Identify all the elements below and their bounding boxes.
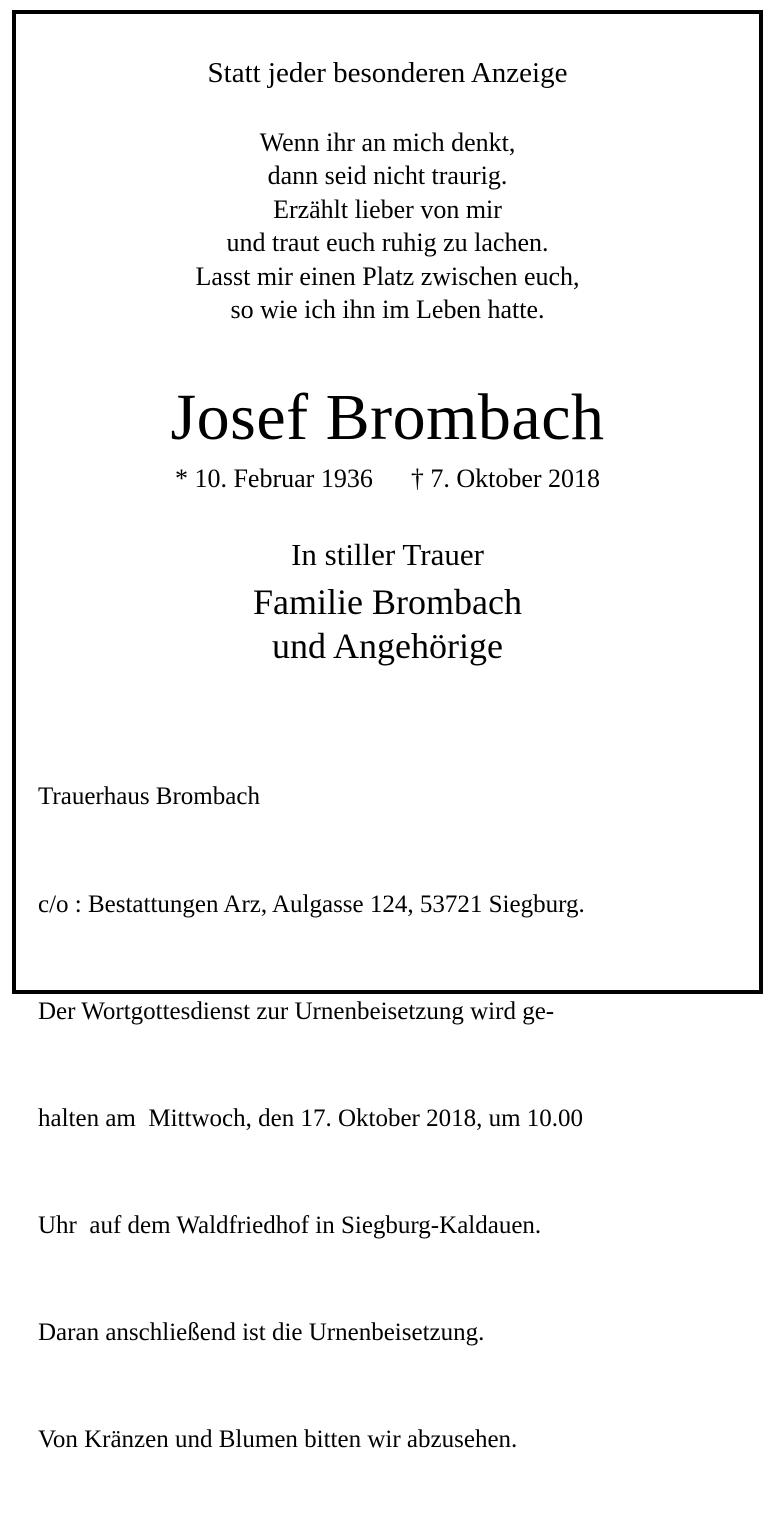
info-line: Von Kränzen und Blumen bitten wir abzusehen.: [38, 1426, 518, 1454]
poem-line: dann seid nicht traurig.: [267, 161, 508, 191]
notice-frame: [12, 10, 763, 1454]
info-line: Trauerhaus Brombach: [38, 783, 260, 811]
mourning-line: In stiller Trauer: [291, 537, 484, 572]
notice-heading: Statt jeder besonderen Anzeige: [207, 57, 568, 89]
poem-line: Wenn ihr an mich denkt,: [259, 128, 516, 157]
poem: [16, 126, 759, 326]
info-line: Daran anschließend ist die Urnenbeisetzung.: [38, 1318, 485, 1346]
family-line: Familie Brombach: [253, 582, 522, 622]
poem-line: so wie ich ihn im Leben hatte.: [230, 295, 545, 325]
info-line: halten am Mittwoch, den 17. Oktober 2018, um 10.00: [38, 1104, 584, 1132]
service-info: [38, 708, 738, 1529]
info-line: Uhr auf dem Waldfriedhof in Siegburg-Kaldauen.: [38, 1211, 542, 1239]
death-date: † 7. Oktober 2018: [410, 464, 601, 493]
poem-line: und traut euch ruhig zu lachen.: [226, 228, 549, 258]
birth-date: * 10. Februar 1936: [174, 464, 373, 493]
family-block: [16, 580, 759, 668]
deceased-name: Josef Brombach: [170, 381, 605, 454]
poem-line: Erzählt lieber von mir: [273, 194, 502, 224]
life-dates: [16, 462, 759, 496]
family-line: und Angehörige: [272, 626, 503, 666]
info-line: Der Wortgottesdienst zur Urnenbeisetzung wird ge-: [38, 997, 555, 1025]
info-line: c/o : Bestattungen Arz, Aulgasse 124, 53721 Siegburg.: [38, 890, 585, 918]
poem-line: Lasst mir einen Platz zwischen euch,: [195, 261, 580, 291]
